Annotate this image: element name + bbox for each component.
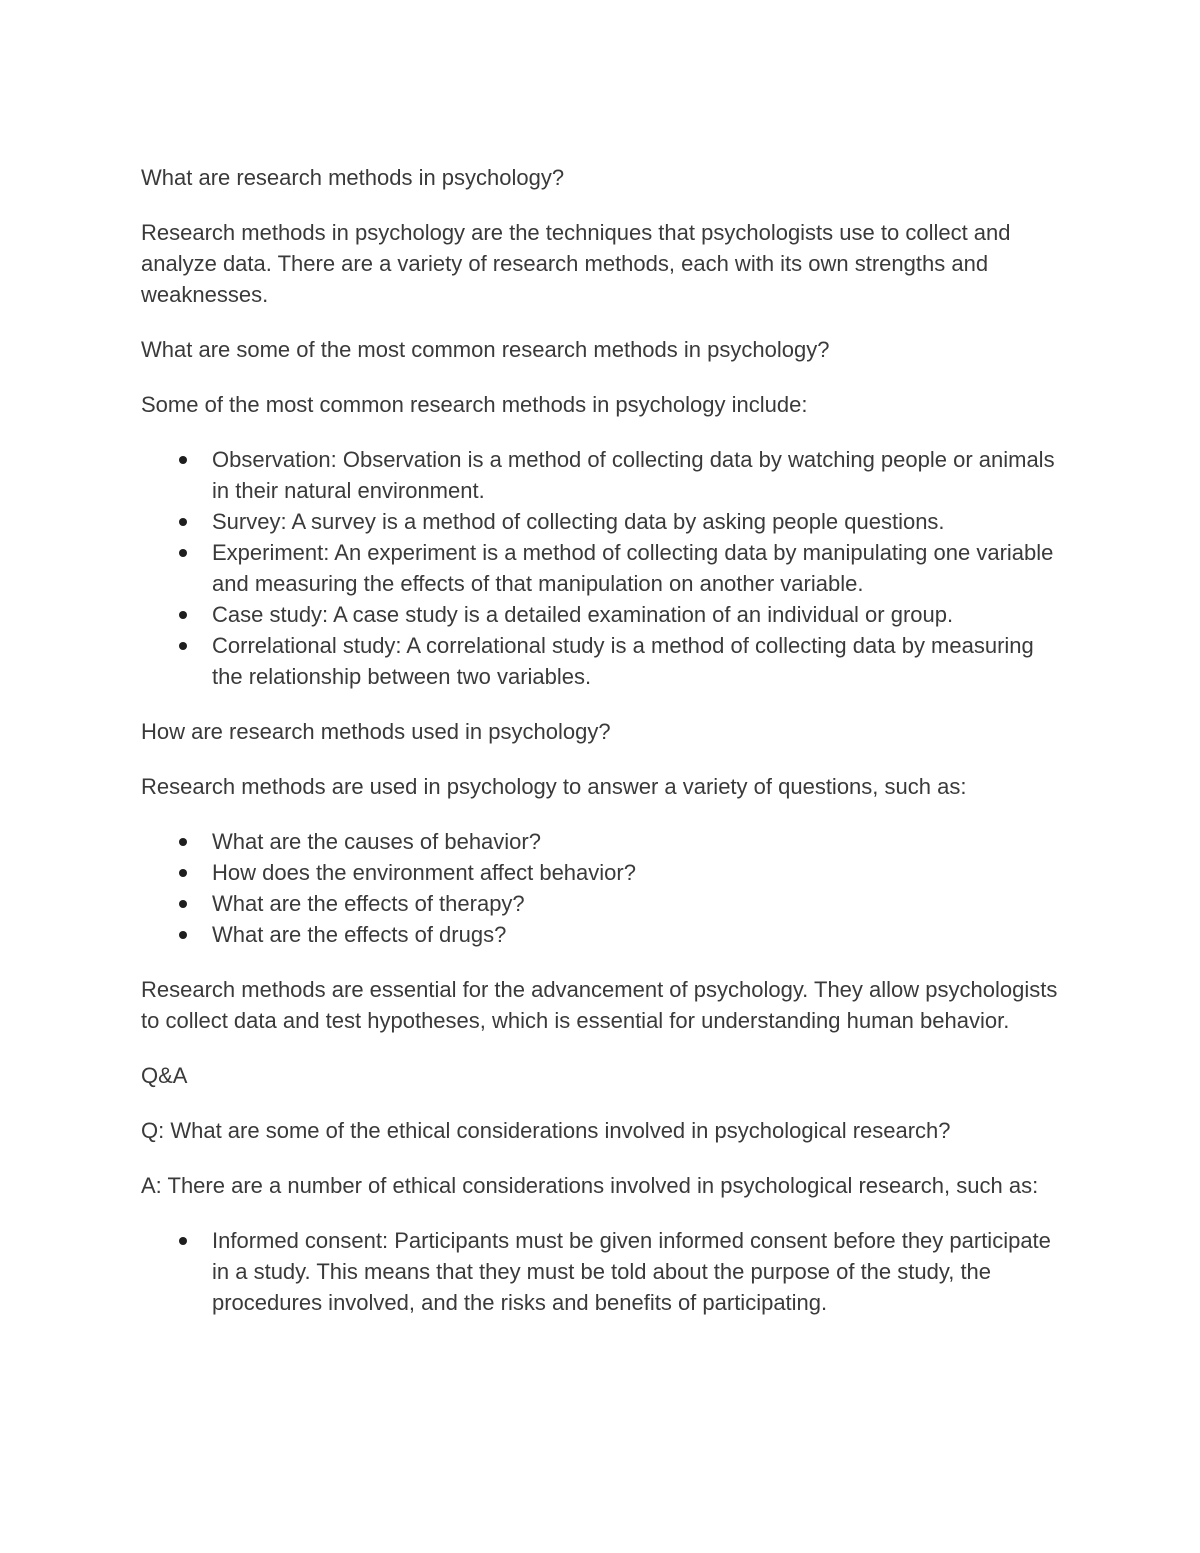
list-item-text: Experiment: An experiment is a method of collecting data by manipulating one variable and measuring the effects of that manipulation on another variable.: [212, 540, 1054, 596]
qa-answer: A: There are a number of ethical considerations involved in psychological research, such as:: [141, 1173, 1039, 1198]
bullet-icon: [179, 611, 187, 619]
list-item: [212, 537, 1060, 599]
list-item-text: Informed consent: Participants must be given informed consent before they participate in a study. This means that they must be told about the purpose of the study, the procedures involved, and the risks and benefits of participating.: [212, 1228, 1051, 1315]
bullet-icon: [179, 518, 187, 526]
list-item: [212, 630, 1060, 692]
question-research-methods: What are research methods in psychology?: [141, 165, 565, 190]
bullet-icon: [179, 869, 187, 877]
question-common-methods: What are some of the most common research methods in psychology?: [141, 337, 830, 362]
list-item-text: Correlational study: A correlational study is a method of collecting data by measuring the relationship between two variables.: [212, 633, 1034, 689]
list-item: [212, 826, 1060, 857]
how-used-intro: Research methods are used in psychology to answer a variety of questions, such as:: [141, 774, 967, 799]
bullet-icon: [179, 931, 187, 939]
bullet-icon: [179, 642, 187, 650]
question-how-used: How are research methods used in psychology?: [141, 719, 611, 744]
qa-heading: Q&A: [141, 1063, 188, 1088]
ethics-list: [141, 1225, 1060, 1318]
list-item: [212, 888, 1060, 919]
conclusion-paragraph: Research methods are essential for the advancement of psychology. They allow psychologists to collect data and test hypotheses, which is essential for understanding human behavior.: [141, 977, 1058, 1033]
bullet-icon: [179, 456, 187, 464]
list-item: [212, 444, 1060, 506]
list-item-text: Case study: A case study is a detailed examination of an individual or group.: [212, 602, 954, 627]
list-item-text: What are the causes of behavior?: [212, 829, 541, 854]
bullet-icon: [179, 549, 187, 557]
list-item-text: How does the environment affect behavior?: [212, 860, 636, 885]
list-item: [212, 919, 1060, 950]
list-item-text: Survey: A survey is a method of collecting data by asking people questions.: [212, 509, 945, 534]
list-item-text: What are the effects of drugs?: [212, 922, 507, 947]
bullet-icon: [179, 838, 187, 846]
list-item-text: Observation: Observation is a method of collecting data by watching people or animals in their natural environment.: [212, 447, 1055, 503]
qa-question: Q: What are some of the ethical considerations involved in psychological research?: [141, 1118, 951, 1143]
list-item: [212, 857, 1060, 888]
bullet-icon: [179, 900, 187, 908]
questions-list: [141, 826, 1060, 950]
answer-research-methods: Research methods in psychology are the techniques that psychologists use to collect and analyze data. There are a variety of research methods, each with its own strengths and weaknesses.: [141, 220, 1011, 307]
bullet-icon: [179, 1237, 187, 1245]
list-item: [212, 599, 1060, 630]
common-methods-intro: Some of the most common research methods in psychology include:: [141, 392, 808, 417]
list-item: [212, 506, 1060, 537]
list-item: [212, 1225, 1060, 1318]
methods-list: [141, 444, 1060, 692]
list-item-text: What are the effects of therapy?: [212, 891, 525, 916]
